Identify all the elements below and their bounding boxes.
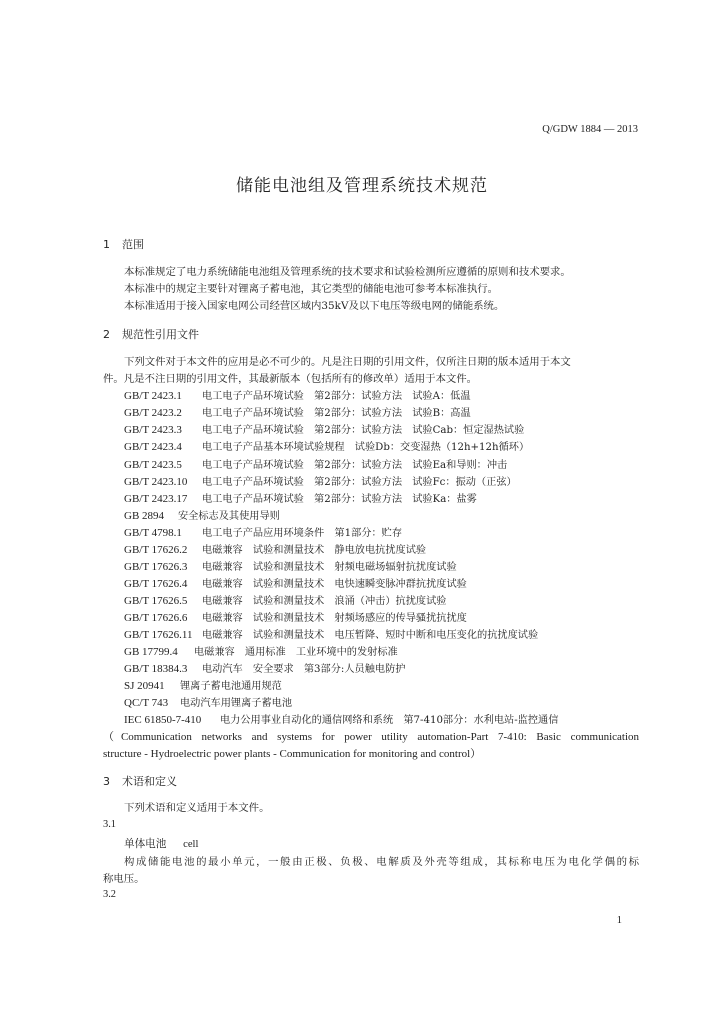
reference-code: GB/T 17626.2 xyxy=(124,544,188,556)
reference-title: 电工电子产品环境试验 第2部分：试验方法 试验B：高温 xyxy=(202,408,471,419)
reference-item xyxy=(124,541,426,556)
reference-title: 电工电子产品环境试验 第2部分：试验方法 试验Ka：盐雾 xyxy=(202,494,477,505)
reference-english-title: structure - Hydroelectric power plants - Communication for monitoring and control） xyxy=(103,748,482,760)
reference-title: 电工电子产品环境试验 第2部分：试验方法 试验Ea和导则：冲击 xyxy=(202,460,508,471)
reference-item xyxy=(124,592,447,607)
paragraph: 本标准规定了电力系统储能电池组及管理系统的技术要求和试验检测所应遵循的原则和技术要求。 xyxy=(124,266,571,278)
reference-item xyxy=(124,575,467,590)
reference-item xyxy=(124,404,471,419)
section-2-heading xyxy=(103,326,199,342)
document-title: 储能电池组及管理系统技术规范 xyxy=(236,176,488,196)
section-number: 2 xyxy=(103,328,110,341)
reference-title: 电磁兼容 试验和测量技术 射频电磁场辐射抗扰度试验 xyxy=(202,562,457,573)
reference-english-title: （Communication networks and systems for power utility automation-Part 7-410: Basic communication xyxy=(103,731,639,743)
term-number: 3.1 xyxy=(103,819,116,830)
reference-item xyxy=(124,626,538,641)
reference-title: 电工电子产品应用环境条件 第1部分：贮存 xyxy=(202,528,403,539)
reference-item xyxy=(124,473,517,488)
reference-code: GB/T 2423.10 xyxy=(124,476,188,488)
reference-code: GB 2894 xyxy=(124,510,165,522)
reference-title: 锂离子蓄电池通用规范 xyxy=(180,681,282,692)
reference-item xyxy=(124,643,398,658)
reference-item xyxy=(124,456,507,471)
term-definition: 构成储能电池的最小单元，一般由正极、负极、电解质及外壳等组成，其标称电压为电化学偶的标 xyxy=(124,856,639,868)
term-number: 3.2 xyxy=(103,889,116,900)
reference-code: GB/T 17626.11 xyxy=(124,629,193,641)
reference-item xyxy=(124,438,529,453)
reference-code: SJ 20941 xyxy=(124,680,165,692)
term-name: 单体电池 xyxy=(124,838,167,850)
reference-item xyxy=(124,711,558,726)
paragraph: 本标准适用于接入国家电网公司经营区域内35kV及以下电压等级电网的储能系统。 xyxy=(124,300,505,312)
section-title: 术语和定义 xyxy=(122,775,177,788)
reference-title: 电磁兼容 试验和测量技术 射频场感应的传导骚扰抗扰度 xyxy=(202,613,467,624)
reference-item xyxy=(124,490,477,505)
section-title: 范围 xyxy=(122,238,144,251)
reference-code: GB/T 17626.4 xyxy=(124,578,188,590)
reference-item xyxy=(124,694,292,709)
reference-item xyxy=(124,677,282,692)
reference-code: GB/T 2423.1 xyxy=(124,390,182,402)
reference-item xyxy=(124,387,471,402)
reference-title: 电工电子产品环境试验 第2部分：试验方法 试验Fc：振动（正弦） xyxy=(202,477,517,488)
reference-title: 电工电子产品基本环境试验规程 试验Db：交变湿热（12h+12h循环） xyxy=(202,442,530,453)
reference-title: 安全标志及其使用导则 xyxy=(178,511,280,522)
reference-code: QC/T 743 xyxy=(124,697,169,709)
reference-item xyxy=(124,507,280,522)
page-number: 1 xyxy=(616,915,622,926)
section-title: 规范性引用文件 xyxy=(122,328,199,341)
section-3-heading xyxy=(103,773,177,789)
term-english: cell xyxy=(183,839,199,850)
reference-item xyxy=(124,660,405,675)
reference-code: GB/T 18384.3 xyxy=(124,663,188,675)
section-1-heading xyxy=(103,236,144,252)
term-entry xyxy=(124,836,198,851)
reference-item xyxy=(124,524,402,539)
reference-title: 电磁兼容 试验和测量技术 浪涌（冲击）抗扰度试验 xyxy=(202,596,447,607)
reference-title: 电磁兼容 通用标准 工业环境中的发射标准 xyxy=(194,647,398,658)
paragraph: 下列术语和定义适用于本文件。 xyxy=(124,802,270,814)
reference-title: 电动汽车 安全要求 第3部分:人员触电防护 xyxy=(202,664,406,675)
reference-code: GB/T 2423.2 xyxy=(124,407,182,419)
reference-item xyxy=(124,558,457,573)
paragraph: 下列文件对于本文件的应用是必不可少的。凡是注日期的引用文件，仅所注日期的版本适用于本文 xyxy=(124,356,571,368)
reference-title: 电工电子产品环境试验 第2部分：试验方法 试验Cab：恒定湿热试验 xyxy=(202,425,525,436)
standard-code: Q/GDW 1884 — 2013 xyxy=(542,124,638,135)
reference-code: GB 17799.4 xyxy=(124,646,178,658)
reference-title: 电动汽车用锂离子蓄电池 xyxy=(180,698,293,709)
reference-code: IEC 61850-7-410 xyxy=(124,714,202,726)
reference-title: 电力公用事业自动化的通信网络和系统 第7-410部分：水利电站-监控通信 xyxy=(220,715,559,726)
reference-code: GB/T 4798.1 xyxy=(124,527,182,539)
reference-code: GB/T 2423.5 xyxy=(124,459,182,471)
section-number: 3 xyxy=(103,775,110,788)
reference-title: 电磁兼容 试验和测量技术 电压暂降、短时中断和电压变化的抗扰度试验 xyxy=(202,630,539,641)
paragraph: 件。凡是不注日期的引用文件，其最新版本（包括所有的修改单）适用于本文件。 xyxy=(103,373,478,385)
reference-code: GB/T 17626.3 xyxy=(124,561,188,573)
reference-code: GB/T 2423.3 xyxy=(124,424,182,436)
reference-item xyxy=(124,421,524,436)
reference-title: 电磁兼容 试验和测量技术 静电放电抗扰度试验 xyxy=(202,545,427,556)
reference-code: GB/T 2423.4 xyxy=(124,441,182,453)
reference-code: GB/T 17626.5 xyxy=(124,595,188,607)
reference-code: GB/T 2423.17 xyxy=(124,493,188,505)
paragraph: 本标准中的规定主要针对锂离子蓄电池，其它类型的储能电池可参考本标准执行。 xyxy=(124,283,499,295)
reference-item xyxy=(124,609,467,624)
reference-title: 电磁兼容 试验和测量技术 电快速瞬变脉冲群抗扰度试验 xyxy=(202,579,467,590)
section-number: 1 xyxy=(103,238,110,251)
reference-code: GB/T 17626.6 xyxy=(124,612,188,624)
term-definition: 称电压。 xyxy=(103,873,145,885)
reference-title: 电工电子产品环境试验 第2部分：试验方法 试验A：低温 xyxy=(202,391,471,402)
